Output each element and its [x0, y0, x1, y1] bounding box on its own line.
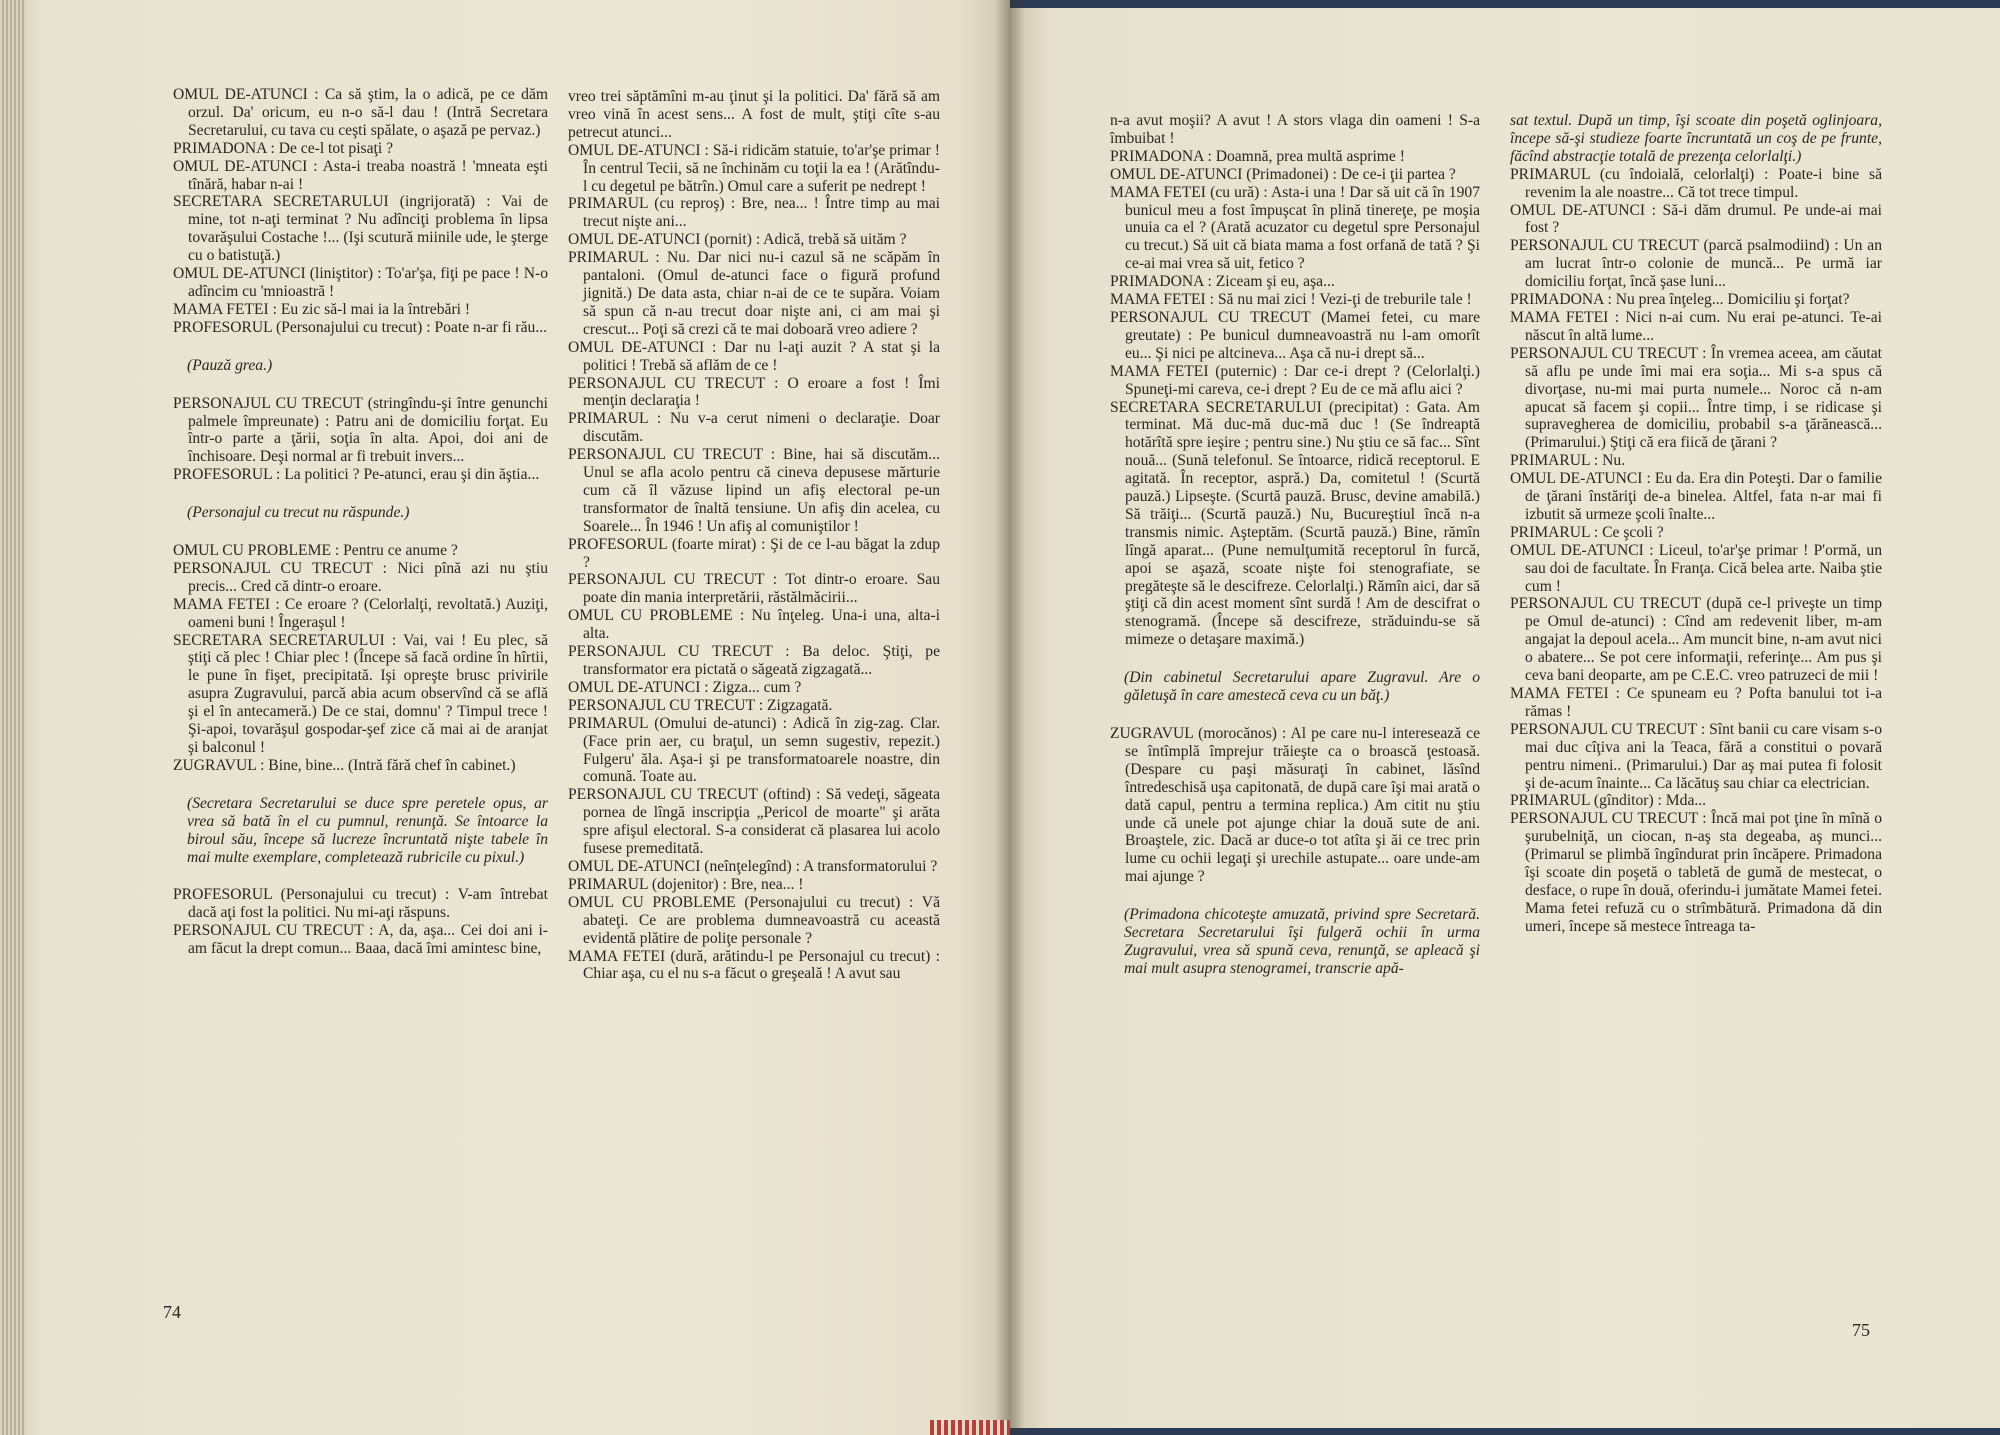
dialogue-line: PERSONAJUL CU TRECUT (după ce-l priveşte un timp pe Omul de-atunci) : Cînd am redevenit liber, m-am angajat la depoul acela... Am muncit bine, n-am avut nici o abatere... Se pot cere informaţii, referinţe... Am pus şi ceva bani deoparte, am pe C.E.C. vreo patruzeci de mii ! — [1510, 595, 1882, 685]
dialogue-line: n-a avut moşii? A avut ! A stors vlaga din oameni ! S-a îmbuibat ! — [1110, 112, 1480, 147]
dialogue-line: PERSONAJUL CU TRECUT : Tot dintr-o eroare. Sau poate din mania interpretării, răstălmăcirii... — [568, 571, 940, 607]
dialogue-line: MAMA FETEI (puternic) : Dar ce-i drept ? (Celorlalţi.) Spuneţi-mi careva, ce-i drept ? Eu de ce mă aflu aici ? — [1110, 362, 1480, 398]
dialogue-line: OMUL DE-ATUNCI : Eu da. Era din Poteşti. Dar o familie de ţărani înstăriţi de-a binelea. Altfel, fata n-ar mai fi izbutit să urmeze şcoli înalte... — [1510, 470, 1882, 523]
dialogue-line: PERSONAJUL CU TRECUT : Nici pînă azi nu ştiu precis... Cred că dintr-o eroare. — [173, 559, 548, 595]
dialogue-line: PRIMADONA : Doamnă, prea multă asprime ! — [1110, 147, 1405, 165]
dialogue-line: PERSONAJUL CU TRECUT : Ba deloc. Ştiţi, pe transformator era pictată o săgeată zigzagată... — [568, 643, 940, 678]
dialogue-line: PRIMARUL (Omului de-atunci) : Adică în zig-zag. Clar. (Face prin aer, cu braţul, un semn sugestiv, repezit.) Fulgeru' ăla. Aşa-i şi pe transformatoarele noastre, din comună. Toate au. — [568, 714, 940, 786]
dialogue-line: OMUL DE-ATUNCI : Asta-i treaba noastră ! 'mneata eşti tînără, habar n-ai ! — [173, 157, 548, 193]
dialogue-line: PRIMARUL : Nu. — [1510, 452, 1626, 470]
binding-stitch — [930, 1420, 1010, 1435]
dialogue-line: OMUL DE-ATUNCI : Să-i ridicăm statuie, to'ar'şe primar ! În centrul Tecii, să ne închinăm cu toţii la ea ! (Arătîndu-l cu degetul pe bătrîn.) Omul care a suferit pe nedrept ! — [568, 141, 940, 195]
page-number-right: 75 — [1852, 1320, 1870, 1340]
text-column-1 — [173, 86, 548, 958]
text-column-3 — [1110, 112, 1480, 998]
dialogue-line: PROFESORUL (Personajului cu trecut) : V-am întrebat dacă aţi fost la politici. Nu mi-aţi răspuns. — [173, 886, 548, 922]
stage-direction: (Secretara Secretarului se duce spre peretele opus, ar vrea să bată în el cu pumnul, renunţă. Se întoarce la biroul său, începe să lucreze încruntată nişte tabele în mai multe exemplare, completează rubricile cu pixul.) — [187, 794, 548, 866]
dialogue-line: OMUL CU PROBLEME : Nu înţeleg. Una-i una, alta-i alta. — [568, 607, 940, 643]
page-number-left: 74 — [163, 1302, 181, 1322]
dialogue-line: PRIMARUL : Nu v-a cerut nimeni o declaraţie. Doar discutăm. — [568, 410, 940, 446]
dialogue-line: PRIMARUL : Nu. Dar nici nu-i cazul să ne scăpăm în pantaloni. (Omul de-atunci face o figură profund jignită.) De data asta, chiar n-ai de ce te supăra. Voiam să spun că n-au trecut doar nişte ani, ci am mai şi crescut... Poţi să crezi că te mai doboară vreo adiere ? — [568, 249, 940, 338]
dialogue-line: PRIMARUL (gînditor) : Mda... — [1510, 792, 1707, 810]
text-column-2 — [568, 88, 940, 983]
right-page — [1010, 8, 2000, 1428]
dialogue-line: PRIMARUL : Ce şcoli ? — [1510, 523, 1664, 541]
dialogue-line: OMUL CU PROBLEME (Personajului cu trecut) : Vă abateţi. Ce are problema dumneavoastră cu această evidentă plătire de poliţe personale ? — [568, 893, 940, 947]
dialogue-line: OMUL DE-ATUNCI : Liceul, to'ar'şe primar ! P'ormă, un sau doi de facultate. În Franţa. Cică belea arte. Naiba ştie cum ! — [1510, 541, 1882, 595]
dialogue-line: MAMA FETEI : Nici n-ai cum. Nu erai pe-atunci. Te-ai născut în altă lume... — [1510, 308, 1882, 344]
dialogue-line: PERSONAJUL CU TRECUT (oftind) : Să vedeţi, săgeata pornea de lîngă inscripţia „Pericol de moarte" şi arăta spre afişul electoral. S-a considerat că plasarea lui acolo fusese premeditată. — [568, 786, 940, 858]
dialogue-line: PERSONAJUL CU TRECUT : A, da, aşa... Cei doi ani i-am făcut la drept comun... Baaa, dacă îmi amintesc bine, — [173, 922, 548, 958]
dialogue-line: PRIMARUL (cu îndoială, celorlalţi) : Poate-i bine să revenim la ale noastre... Că tot trece timpul. — [1510, 165, 1882, 201]
dialogue-line: SECRETARA SECRETARULUI (ingrijorată) : Vai de mine, tot n-aţi terminat ? Nu adînciţi problema în lipsa tovarăşului Costache !... (Işi scutură miinile ude, le şterge cu o batistuţă.) — [173, 193, 548, 265]
stage-direction: (Pauză grea.) — [187, 356, 273, 374]
dialogue-line: PROFESORUL : La politici ? Pe-atunci, erau şi din ăştia... — [173, 466, 540, 484]
dialogue-line: PRIMARUL (cu reproş) : Bre, nea... ! Între timp au mai trecut nişte ani... — [568, 195, 940, 231]
dialogue-line: PERSONAJUL CU TRECUT (parcă psalmodiind) : Un an am lucrat într-o colonie de muncă... Pe urmă iar domiciliu forţat, încă şase luni... — [1510, 237, 1882, 291]
dialogue-line: OMUL DE-ATUNCI (pornit) : Adică, trebă să uităm ? — [568, 231, 907, 249]
dialogue-line: OMUL DE-ATUNCI : Ca să ştim, la o adică, pe ce dăm orzul. Da' oricum, eu n-o să-l dau ! (Intră Secretara Secretarului, cu tava cu ceşti spălate, o aşază pe pervaz.) — [173, 86, 548, 139]
dialogue-line: PERSONAJUL CU TRECUT : În vremea aceea, am căutat să aflu pe unde îmi mai era soţia... Mi s-a spus că divorţase, nu-mi mai purta numele... Noroc că n-am apucat să facem şi copii... Între timp, i se ridicase şi supravegherea de domiciliu, probabil s-a ţărănească... (Primarului.) Ştiţi că era fiică de ţărani ? — [1510, 344, 1882, 452]
dialogue-line: PRIMADONA : Nu prea înţeleg... Domiciliu şi forţat? — [1510, 291, 1850, 309]
book-gutter — [995, 0, 1025, 1435]
dialogue-line: OMUL DE-ATUNCI (Primadonei) : De ce-i ţii partea ? — [1110, 165, 1456, 183]
dialogue-line: PERSONAJUL CU TRECUT : Zigzagată. — [568, 696, 833, 714]
dialogue-line: OMUL DE-ATUNCI (neînţelegînd) : A transformatorului ? — [568, 857, 938, 875]
stage-direction: (Din cabinetul Secretarului apare Zugravul. Are o găletuşă în care amestecă ceva cu un băţ.) — [1124, 669, 1480, 705]
dialogue-line: OMUL CU PROBLEME : Pentru ce anume ? — [173, 542, 458, 560]
dialogue-line: PROFESORUL (Personajului cu trecut) : Poate n-ar fi rău... — [173, 318, 548, 336]
dialogue-line: OMUL DE-ATUNCI (liniştitor) : To'ar'şa, fiţi pe pace ! N-o adîncim cu 'mnioastră ! — [173, 265, 548, 300]
dialogue-line: SECRETARA SECRETARULUI : Vai, vai ! Eu plec, să ştiţi că plec ! Chiar plec ! (Începe să facă ordine în hîrtii, le pune în fişet, precipitată. Işi opreşte brusc privirile asupra Zugravului, parcă abia acum observînd că se află şi el în antecameră.) De ce stai, domnu' ? Timpul trece ! Şi-apoi, tovarăşul gospodar-şef zice că mai ai de aranjat şi balconul ! — [173, 631, 548, 756]
dialogue-line: PERSONAJUL CU TRECUT (Mamei fetei, cu mare greutate) : Pe bunicul dumneavoastră nu l-am omorît eu... Şi nici pe altcineva... Aşa că nu-i drept să... — [1110, 308, 1480, 362]
dialogue-line: PRIMADONA : De ce-l tot pisaţi ? — [173, 139, 394, 157]
text-column-4 — [1510, 112, 1882, 936]
dialogue-line: SECRETARA SECRETARULUI (precipitat) : Gata. Am terminat. Mă duc-mă duc-mă duc ! (Se îndreaptă hotărîtă spre ieşire ; pentru sine.) Nu ştiu ce să fac... Sînt nouă... (Sună telefonul. Se întoarce, ridică receptorul. E agitată. În receptor, aspră.) Da, comitetul ! (Scurtă pauză.) Lipseşte. (Scurtă pauză. Brusc, devine amabilă.) Să trăiţi... (Scurtă pauză.) Nu, Bucureştiul încă n-a transmis nimic. Aşteptăm. (Scurtă pauză.) Bine, rămîn lîngă aparat... (Pune nemulţumită receptorul în furcă, apoi se aşază, scoate nişte foi stenografiate, se pregăteşte să le descifreze. Celorlalţi.) Rămîn aici, dar să ştiţi că din acest moment sînt surdă ! Am de descifrat o stenogramă. (Începe să descifreze, străduindu-se să mimeze o detaşare maximă.) — [1110, 398, 1480, 649]
dialogue-line: ZUGRAVUL (morocănos) : Al pe care nu-l interesează ce se întîmplă împrejur trăieşte ca o broască ţestoasă. (Despare cu paşi măsuraţi în cabinet, lăsînd întredeschisă uşa capitonată, de după care îşi mai arată o dată capul, pentru a termina replica.) Am citit nu ştiu unde că unele pot ajunge chiar la două sute de ani. Broaştele, zic. Dacă ar duce-o tot atîta şi ăi ce trec prin lume cu ochii legaţi şi urechile astupate... oare unde-am mai ajunge ? — [1110, 725, 1480, 886]
stage-direction: (Primadona chicoteşte amuzată, privind spre Secretară. Secretara Secretarului îşi fulgeră ochii în urma Zugravului, vrea să spună ceva, renunţă, se apleacă şi mai mult asupra stenogramei, transcrie apă- — [1124, 906, 1480, 977]
dialogue-line: PERSONAJUL CU TRECUT (stringîndu-şi între genunchi palmele împreunate) : Patru ani de domiciliu forţat. Eu într-o parte a ţării, soţia în alta. Apoi, doi ani de închisoare. Deşi normal ar fi trebuit invers... — [173, 394, 548, 466]
page-edges — [0, 0, 26, 1435]
dialogue-line: PERSONAJUL CU TRECUT : Sînt banii cu care visam s-o mai duc cîţiva ani la Teaca, fără a constitui o povară pentru nimeni.. (Primarului.) Dar aş mai putea fi folosit şi de-acum înainte... Ca lăcătuş sau chiar ca electrician. — [1510, 720, 1882, 792]
stage-direction: (Personajul cu trecut nu răspunde.) — [187, 504, 410, 522]
dialogue-line: PROFESORUL (foarte mirat) : Şi de ce l-au băgat la zdup ? — [568, 535, 940, 571]
dialogue-line: MAMA FETEI : Ce spuneam eu ? Pofta banului tot i-a rămas ! — [1510, 685, 1882, 720]
dialogue-line: PRIMARUL (dojenitor) : Bre, nea... ! — [568, 875, 804, 893]
dialogue-line: MAMA FETEI : Eu zic să-l mai ia la întrebări ! — [173, 300, 471, 318]
dialogue-line: MAMA FETEI : Ce eroare ? (Celorlalţi, revoltată.) Auziţi, oameni buni ! Îngeraşul ! — [173, 595, 548, 631]
dialogue-line: PERSONAJUL CU TRECUT : Bine, hai să discutăm... Unul se afla acolo pentru că cineva depusese mărturie cum că îl văzuse lipind un afiş electoral pe-un transformator de înaltă tensiune. Un afiş din acelea, cu Soarele... În 1946 ! Un afiş al comuniştilor ! — [568, 446, 940, 535]
dialogue-line: PRIMADONA : Ziceam şi eu, aşa... — [1110, 273, 1335, 291]
dialogue-line: vreo trei săptămîni m-au ţinut şi la politici. Da' fără să am vreo vină în acest sens... A fost de mult, ştiţi cîte s-au petrecut atunci... — [568, 88, 940, 141]
dialogue-line: MAMA FETEI : Să nu mai zici ! Vezi-ţi de treburile tale ! — [1110, 291, 1472, 309]
dialogue-line: OMUL DE-ATUNCI : Să-i dăm drumul. Pe unde-ai mai fost ? — [1510, 201, 1882, 237]
dialogue-line: OMUL DE-ATUNCI : Zigza... cum ? — [568, 678, 802, 696]
dialogue-line: ZUGRAVUL : Bine, bine... (Intră fără chef în cabinet.) — [173, 756, 516, 774]
dialogue-line: MAMA FETEI (cu ură) : Asta-i una ! Dar să uit că în 1907 bunicul meu a fost împuşcat în plină tinereţe, pe moşia unuia ca el ? (Arată acuzator cu degetul spre Personajul cu trecut.) Să uit că biata mama a fost orfană de tată ? Şi ce-ai mai vrea să uit, fetico ? — [1110, 183, 1480, 273]
dialogue-line: OMUL DE-ATUNCI : Dar nu l-aţi auzit ? A stat şi la politici ! Trebă să aflăm de ce ! — [568, 338, 940, 374]
dialogue-line: MAMA FETEI (dură, arătindu-l pe Personajul cu trecut) : Chiar aşa, cu el nu s-a făcut o greşeală ! A avut sau — [568, 947, 940, 983]
stage-direction: sat textul. După un timp, îşi scoate din poşetă oglinjoara, începe să-şi studieze foarte încruntată un coş de pe frunte, făcînd abstracţie totală de prezenţa celorlalţi.) — [1510, 112, 1882, 165]
dialogue-line: PERSONAJUL CU TRECUT : Încă mai pot ţine în mînă o şurubelniţă, un ciocan, n-aş sta degeaba, aş munci... (Primarul se plimbă îngîndurat prin încăpere. Primadona îşi scoate din poşetă o tabletă de gumă de mestecat, o desface, o rupe în două, oferindu-i jumătate Mamei fetei. Mama fetei refuză cu o strîmbătură. Primadona dă din umeri, începe să mestece întreaga ta- — [1510, 810, 1882, 935]
dialogue-line: PERSONAJUL CU TRECUT : O eroare a fost ! Îmi menţin declaraţia ! — [568, 374, 940, 410]
